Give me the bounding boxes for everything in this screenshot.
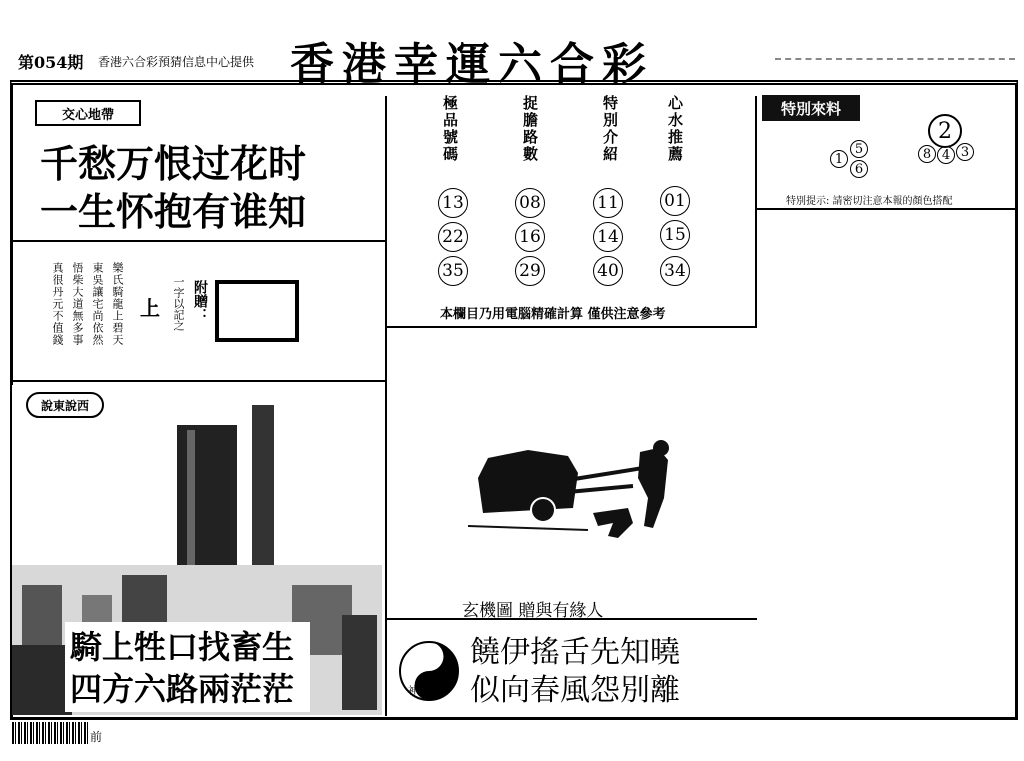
vertical-divider-left: [385, 96, 387, 716]
number-ball: 22: [438, 222, 468, 252]
barcode: [12, 722, 88, 744]
verse-line-1: 饒伊搖舌先知曉: [470, 635, 680, 670]
column-header: 極品號碼: [441, 95, 459, 163]
divider-banner: [10, 240, 385, 242]
special-number: 5: [850, 140, 868, 158]
barcode-char: 前: [90, 730, 103, 744]
poem-line-2: 一生怀抱有谁知: [40, 190, 307, 234]
puzzle-hint: 一字以記之: [172, 276, 185, 331]
puzzle-line: 悟柴大道無多事: [71, 262, 84, 346]
number-ball: 16: [515, 222, 545, 252]
number-ball: 14: [593, 222, 623, 252]
number-ball: 01: [660, 186, 690, 216]
riddle-line-2: 四方六路兩茫茫: [70, 670, 295, 708]
divider-numbers: [385, 326, 757, 328]
column-header: 特別介紹: [601, 95, 619, 163]
number-ball: 08: [515, 188, 545, 218]
ribbon-label: 交心地帶: [35, 100, 141, 126]
number-ball: 13: [438, 188, 468, 218]
yin-yang-badge: 神祕: [408, 686, 428, 697]
mystery-verse: [470, 634, 680, 710]
special-number: 3: [956, 143, 974, 161]
puzzle-key-char: 上: [140, 296, 160, 320]
calculation-note: 本欄目乃用電腦精確計算 僅供注意參考: [440, 307, 666, 322]
number-ball: 29: [515, 256, 545, 286]
divider-puzzle: [10, 380, 385, 382]
divider-special: [757, 208, 1017, 210]
gift-label: 附贈：: [192, 280, 208, 322]
vertical-divider-right: [755, 96, 757, 326]
gossip-bubble: 說東說西: [26, 392, 104, 418]
number-ball: 40: [593, 256, 623, 286]
number-ball: 35: [438, 256, 468, 286]
issue-number: 第054期: [18, 53, 84, 72]
puzzle-line: 樂氏騎龍上碧天: [111, 262, 124, 346]
credit-line: 香港六合彩預猜信息中心提供: [98, 55, 255, 69]
special-big-number: 2: [928, 114, 962, 148]
banner-poem: [40, 140, 306, 236]
special-hint: 特別提示: 請密切注意本報的顏色搭配: [786, 196, 953, 207]
masthead-title: 香港幸運六合彩: [290, 39, 654, 90]
header-rule: [775, 58, 1015, 60]
poem-line-1: 千愁万恨过花时: [40, 142, 307, 186]
special-number: 1: [830, 150, 848, 168]
special-number: 6: [850, 160, 868, 178]
mystery-caption: 玄機圖 贈與有緣人: [462, 601, 604, 621]
gift-box: [215, 280, 299, 342]
special-title: 特別來料: [762, 95, 860, 121]
riddle-line-1: 騎上牲口找畜生: [70, 628, 295, 666]
gossip-riddle: [70, 626, 294, 710]
verse-line-2: 似向春風怨別離: [470, 673, 680, 708]
puzzle-line: 東吳讓宅尚依然: [91, 262, 104, 346]
special-number: 4: [937, 146, 955, 164]
special-number: 8: [918, 145, 936, 163]
column-header: 捉膽路數: [521, 95, 539, 163]
puzzle-poem: [50, 262, 124, 346]
number-ball: 34: [660, 256, 690, 286]
number-ball: 15: [660, 220, 690, 250]
puzzle-line: 真很丹元不值錢: [51, 262, 64, 346]
number-ball: 11: [593, 188, 623, 218]
cart-illustration: [468, 438, 698, 548]
column-header: 心水推薦: [666, 95, 684, 163]
